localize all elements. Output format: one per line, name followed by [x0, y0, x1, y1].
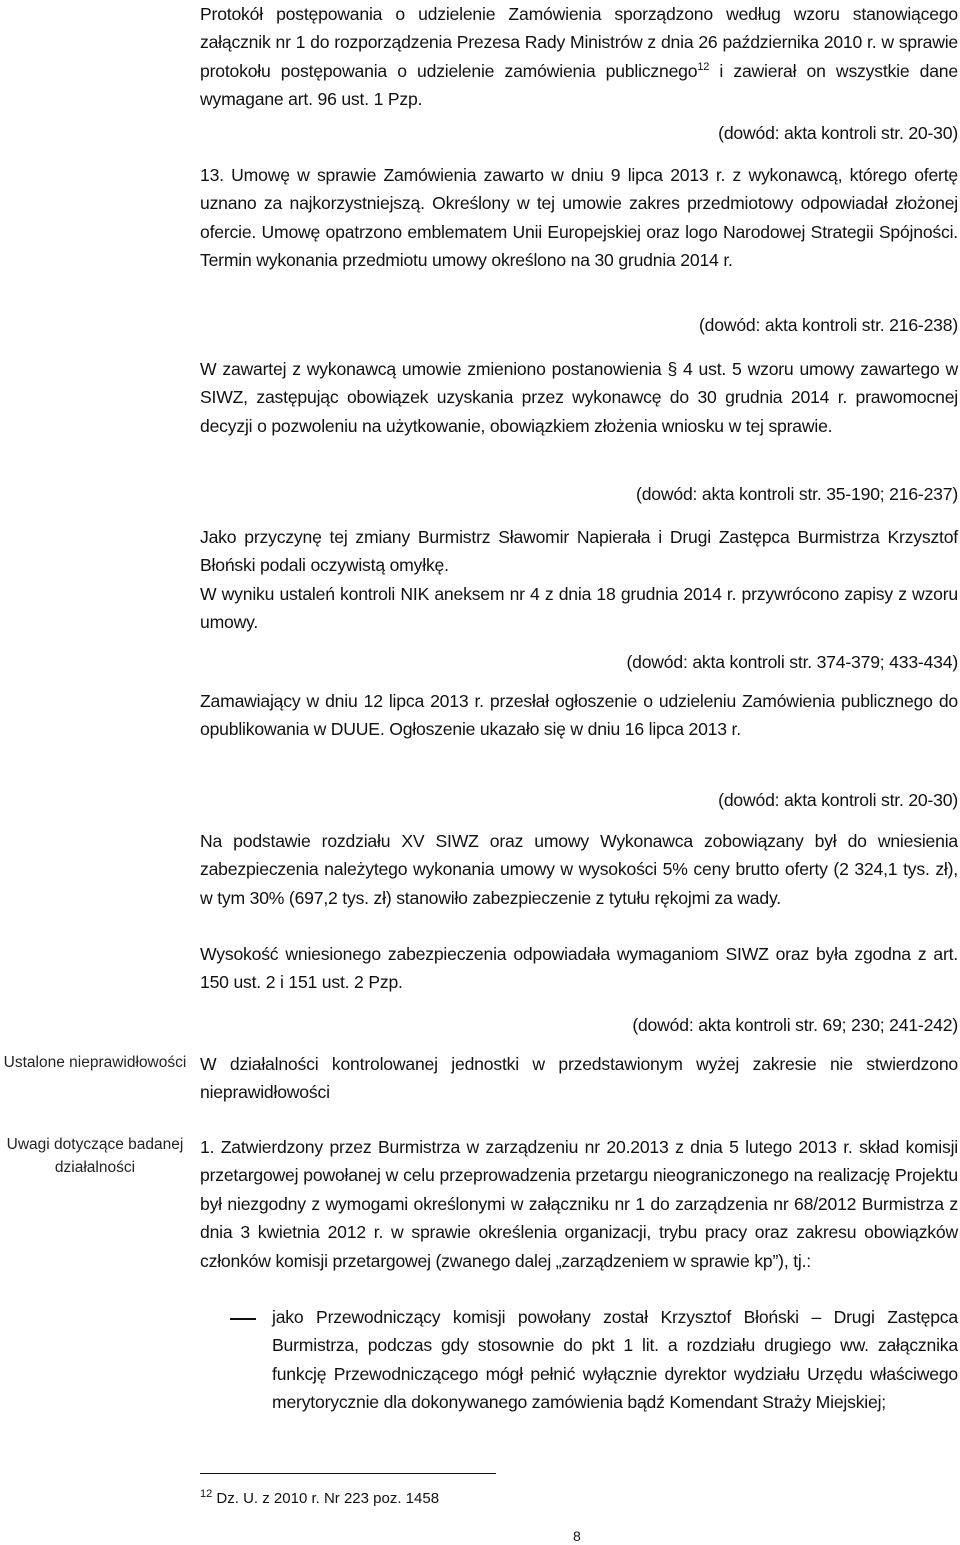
footnote-reference[interactable]: 12 [697, 60, 710, 73]
list-item-text: jako Przewodniczący komisji powołany został Krzysztof Błoński – Drugi Zastępca Burmistrza, podczas gdy stosownie do pkt 1 lit. a rozdziału drugiego ww. załącznika funkcję Przewodniczącego mógł pełnić wyłącznie dyrektor wydziału Urzędu właściwego merytorycznie dla dokonywanego zamówienia bądź Komendant Straży Miejskiej; [272, 1307, 958, 1413]
margin-note-remarks: Uwagi dotyczące badanej działalności [6, 1136, 184, 1176]
paragraph-finding-1: 1. Zatwierdzony przez Burmistrza w zarządzeniu nr 20.2013 z dnia 5 lutego 2013 r. skład komisji przetargowej powołanej w celu przeprowadzenia przetargu nieograniczonego na realizację Projektu był niezgodny z wymogami określonymi w załączniku nr 1 do zarządzenia nr 68/2012 Burmistrza z dnia 3 kwietnia 2012 r. w sprawie określenia organizacji, trybu pracy oraz zakresu obowiązków członków komisji przetargowej (zwanego dalej „zarządzeniem w sprawie kp”), tj.: [200, 1137, 958, 1271]
footnote [200, 1489, 439, 1509]
paragraph-announcement: Zamawiający w dniu 12 lipca 2013 r. przesłał ogłoszenie o udzieleniu Zamówienia publicznego do opublikowania w DUUE. Ogłoszenie ukazało się w dniu 16 lipca 2013 r. [200, 691, 958, 740]
paragraph-contract-change: W zawartej z wykonawcą umowie zmieniono postanowienia § 4 ust. 5 wzoru umowy zawartego w SIWZ, zastępując obowiązek uzyskania przez wykonawcę do 30 grudnia 2014 r. prawomocnej decyzji o pozwoleniu na użytkowanie, obowiązkiem złożenia wniosku w tej sprawie. [200, 359, 958, 436]
page-number: 8 [573, 1528, 581, 1544]
evidence-reference-1: (dowód: akta kontroli str. 20-30) [718, 123, 958, 143]
dash-bullet-icon [230, 1318, 256, 1320]
paragraph-security: Na podstawie rozdziału XV SIWZ oraz umowy Wykonawca zobowiązany był do wniesienia zabezpieczenia należytego wykonania umowy w wysokości 5% ceny brutto oferty (2 324,1 tys. zł), w tym 30% (697,2 tys. zł) stanowiło zabezpieczenie z tytułu rękojmi za wady. [200, 831, 958, 908]
footnote-text: Dz. U. z 2010 r. Nr 223 poz. 1458 [212, 1490, 440, 1507]
evidence-reference-5: (dowód: akta kontroli str. 20-30) [718, 790, 958, 810]
paragraph-protocol [200, 0, 958, 114]
paragraph-no-irregularities: W działalności kontrolowanej jednostki w przedstawionym wyżej zakresie nie stwierdzono nieprawidłowości [200, 1054, 958, 1103]
paragraph-protocol-text: Protokół postępowania o udzielenie Zamówienia sporządzono według wzoru stanowiącego załącznik nr 1 do rozporządzenia Prezesa Rady Ministrów z dnia 26 października 2010 r. w sprawie protokołu postępowania o udzielenie zamówienia publicznego [200, 4, 958, 81]
footnote-mark: 12 [200, 1488, 213, 1500]
evidence-reference-2: (dowód: akta kontroli str. 216-238) [698, 315, 958, 335]
evidence-reference-3: (dowód: akta kontroli str. 35-190; 216-237) [636, 484, 958, 504]
evidence-reference-6: (dowód: akta kontroli str. 69; 230; 241-242) [632, 1015, 958, 1035]
paragraph-annex: W wyniku ustaleń kontroli NIK aneksem nr 4 z dnia 18 grudnia 2014 r. przywrócono zapisy z wzoru umowy. [200, 584, 958, 633]
margin-note-irregularities: Ustalone nieprawidłowości [3, 1054, 187, 1071]
paragraph-protocol-tail: i zawierał on wszystkie dane wymagane art. 96 ust. 1 Pzp. [200, 60, 958, 110]
paragraph-contract: 13. Umowę w sprawie Zamówienia zawarto w dniu 9 lipca 2013 r. z wykonawcą, którego ofertę uznano za najkorzystniejszą. Określony w tej umowie zakres przedmiotowy odpowiadał złożonej ofercie. Umowę opatrzono emblematem Unii Europejskiej oraz logo Narodowej Strategii Spójności. Termin wykonania przedmiotu umowy określono na 30 grudnia 2014 r. [200, 165, 958, 271]
footnote-separator [200, 1473, 496, 1474]
paragraph-change-reason: Jako przyczynę tej zmiany Burmistrz Sławomir Napierała i Drugi Zastępca Burmistrza Krzysztof Błoński podali oczywistą omyłkę. [200, 527, 958, 576]
paragraph-security-amount: Wysokość wniesionego zabezpieczenia odpowiadała wymaganiom SIWZ oraz była zgodna z art. 150 ust. 2 i 151 ust. 2 Pzp. [200, 944, 958, 993]
evidence-reference-4: (dowód: akta kontroli str. 374-379; 433-434) [626, 652, 958, 672]
